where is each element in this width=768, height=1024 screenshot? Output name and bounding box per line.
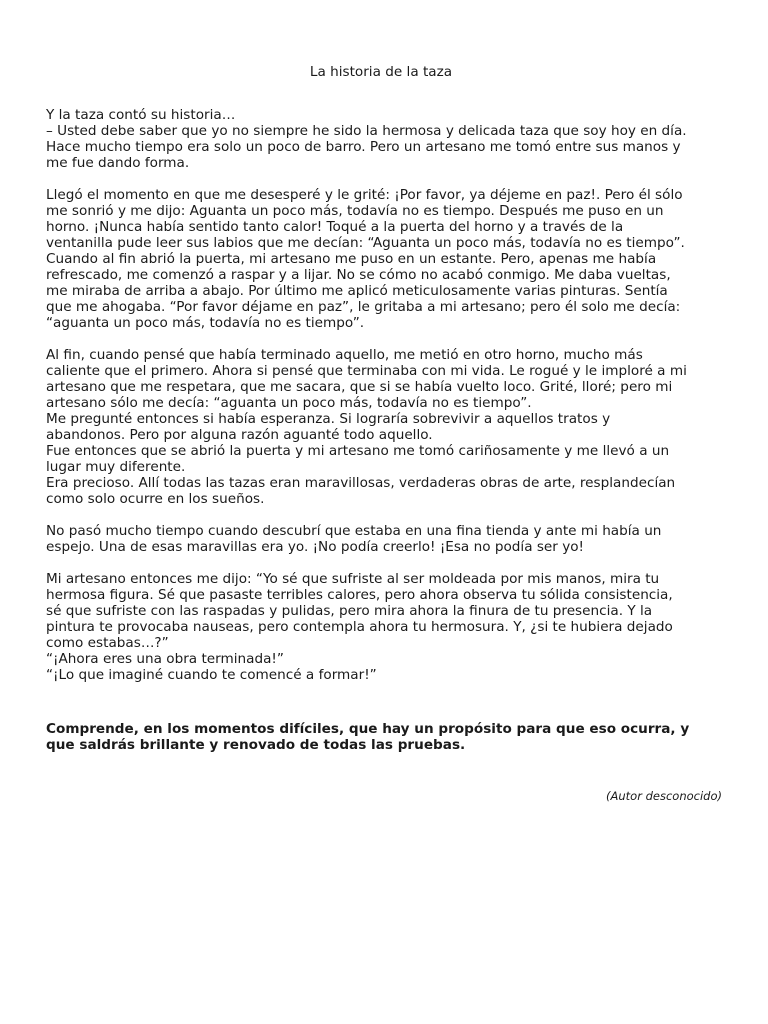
text-line: ventanilla pude leer sus labios que me decían: “Aguanta un poco más, todavía no es tiempo”. [46,235,685,251]
text-line: No pasó mucho tiempo cuando descubrí que estaba en una fina tienda y ante mi había un [46,523,662,539]
text-line: Mi artesano entonces me dijo: “Yo sé que sufriste al ser moldeada por mis manos, mira tu [46,571,660,587]
text-line: Era precioso. Allí todas las tazas eran maravillosas, verdaderas obras de arte, resplandecían [46,475,676,491]
closing-line: que saldrás brillante y renovado de todas las pruebas. [46,737,466,753]
document-page [46,64,726,804]
text-line: hermosa figura. Sé que pasaste terribles calores, pero ahora observa tu sólida consistencia, [46,587,673,603]
paragraph-spacer [46,507,726,523]
paragraph-second-oven [46,347,726,507]
text-line: “¡Ahora eres una obra terminada!” [46,651,284,667]
text-line: abandonos. Pero por alguna razón aguanté todo aquello. [46,427,433,443]
text-line: como solo ocurre en los sueños. [46,491,265,507]
text-line: me sonrió y me dijo: Aguanta un poco más, todavía no es tiempo. Después me puso en un [46,203,664,219]
document-title: La historia de la taza [309,64,453,80]
text-line: “¡Lo que imaginé cuando te comencé a formar!” [46,667,377,683]
text-line: “aguanta un poco más, todavía no es tiempo”. [46,315,365,331]
text-line: refrescado, me comenzó a raspar y a lijar. No se cómo no acabó conmigo. Me daba vueltas, [46,267,671,283]
text-line: Me pregunté entonces si había esperanza. Si lograría sobrevivir a aquellos tratos y [46,411,611,427]
text-line: artesano sólo me decía: “aguanta un poco más, todavía no es tiempo”. [46,395,532,411]
paragraph-spacer [46,331,726,347]
paragraph-first-oven [46,187,726,331]
text-line: lugar muy diferente. [46,459,186,475]
paragraph-intro [46,107,726,171]
text-line: me fue dando forma. [46,155,190,171]
paragraph-spacer [46,683,726,721]
paragraph-spacer [46,171,726,187]
text-line: pintura te provocaba nauseas, pero contempla ahora tu hermosura. Y, ¿si te hubiera dejado [46,619,673,635]
closing-line: Comprende, en los momentos difíciles, que hay un propósito para que eso ocurra, y [46,721,690,737]
text-line: Al fin, cuando pensé que había terminado aquello, me metió en otro horno, mucho más [46,347,643,363]
text-line: caliente que el primero. Ahora si pensé que terminaba con mi vida. Le rogué y le imploré a mi [46,363,687,379]
author-attribution: (Autor desconocido) [606,789,722,803]
text-line: sé que sufriste con las raspadas y pulidas, pero mira ahora la finura de tu presencia. Y la [46,603,653,619]
text-line: Fue entonces que se abrió la puerta y mi artesano me tomó cariñosamente y me llevó a un [46,443,670,459]
closing-message [46,721,726,753]
text-line: Y la taza contó su historia… [46,107,236,123]
text-line: Llegó el momento en que me desesperé y le grité: ¡Por favor, ya déjeme en paz!. Pero él sólo [46,187,683,203]
text-line: – Usted debe saber que yo no siempre he sido la hermosa y delicada taza que soy hoy en día. [46,123,687,139]
paragraph-mirror [46,523,726,555]
text-line: Hace mucho tiempo era solo un poco de barro. Pero un artesano me tomó entre sus manos y [46,139,681,155]
paragraph-artisan-speech [46,571,726,683]
text-line: como estabas…?” [46,635,169,651]
text-line: Cuando al fin abrió la puerta, mi artesano me puso en un estante. Pero, apenas me había [46,251,657,267]
text-line: que me ahogaba. “Por favor déjame en paz”, le gritaba a mi artesano; pero él solo me decía: [46,299,681,315]
text-line: artesano que me respetara, que me sacara, que si se había vuelto loco. Grité, lloré; pero mi [46,379,673,395]
text-line: me miraba de arriba a abajo. Por último me aplicó meticulosamente varias pinturas. Sentía [46,283,668,299]
text-line: horno. ¡Nunca había sentido tanto calor! Toqué a la puerta del horno y a través de la [46,219,624,235]
paragraph-spacer [46,555,726,571]
text-line: espejo. Una de esas maravillas era yo. ¡No podía creerlo! ¡Esa no podía ser yo! [46,539,585,555]
